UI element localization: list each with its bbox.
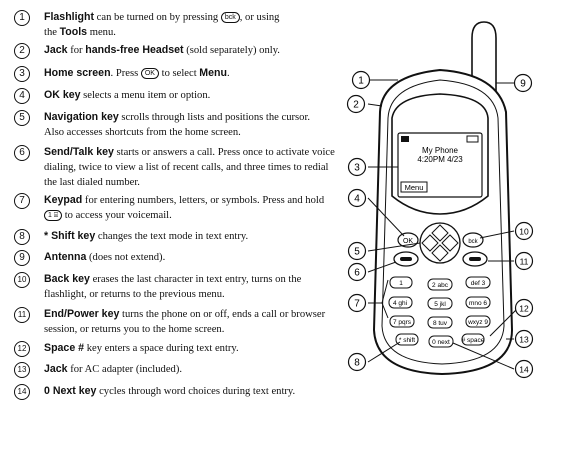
text: for	[67, 45, 86, 56]
callout-number: 13	[14, 362, 30, 378]
callout-marker-label: 2	[353, 99, 359, 111]
screen-line1: My Phone	[421, 146, 459, 155]
text: the	[44, 27, 60, 38]
callout-marker-label: 6	[354, 267, 360, 279]
callout-number: 2	[14, 43, 30, 59]
callout-marker-label: 11	[519, 256, 529, 267]
term: Antenna	[44, 251, 87, 263]
callout-marker-label: 5	[354, 246, 360, 258]
text: menu.	[87, 27, 116, 38]
callout-number: 9	[14, 250, 30, 266]
callout-number: 8	[14, 229, 30, 245]
callout-number: 5	[14, 110, 30, 126]
text: key enters a space during text entry.	[84, 343, 239, 354]
text: to select	[158, 68, 200, 79]
text: to access your voicemail.	[62, 210, 172, 221]
svg-text:def 3: def 3	[470, 280, 486, 287]
text: selects a menu item or option.	[80, 90, 211, 101]
text: . Press	[110, 68, 141, 79]
callout-marker-label: 12	[519, 303, 529, 314]
text: can be turned on by pressing	[94, 12, 221, 23]
text: session, or returns you to the home screen.	[44, 324, 225, 335]
text: scrolls through lists and positions the cursor.	[118, 112, 311, 123]
term: * Shift key	[44, 230, 96, 242]
term: Navigation key	[44, 111, 119, 123]
text: turns the phone on or off, ends a call or browser	[119, 309, 326, 320]
screen-line2: 4:20PM 4/23	[417, 155, 463, 164]
callout-number: 3	[14, 66, 30, 82]
key-icon: bck	[221, 12, 240, 23]
callout-marker-label: 3	[354, 162, 360, 174]
svg-text:mno 6: mno 6	[468, 300, 488, 307]
key-icon: 1 ⌸	[44, 210, 62, 221]
callout-number: 6	[14, 145, 30, 161]
text: , or using	[239, 12, 280, 23]
svg-text:5 jkl: 5 jkl	[434, 301, 446, 308]
callout-number: 11	[14, 307, 30, 323]
term: End/Power key	[44, 308, 120, 320]
callout-number: 4	[14, 88, 30, 104]
callout-number: 12	[14, 341, 30, 357]
callout-marker-label: 9	[520, 78, 526, 90]
svg-text:2 abc: 2 abc	[432, 282, 448, 289]
callout-marker-label: 4	[354, 193, 360, 205]
svg-text:4 ghi: 4 ghi	[392, 300, 408, 307]
term: Space #	[44, 342, 85, 354]
callout-number: 1	[14, 10, 30, 26]
text: for AC adapter (included).	[67, 364, 183, 375]
text: (sold separately) only.	[183, 45, 280, 56]
term: Home screen	[44, 67, 111, 79]
text: the last dialed number.	[44, 177, 140, 188]
svg-text:bck: bck	[468, 239, 478, 245]
term: 0 Next key	[44, 385, 97, 397]
text: (does not extend).	[86, 252, 166, 263]
navigation-key[interactable]	[420, 223, 460, 263]
term: Jack	[44, 44, 68, 56]
callout-marker-label: 7	[354, 298, 360, 310]
text: erases the last character in text entry, turns on the	[89, 274, 302, 285]
menu-softkey-label: Menu	[404, 183, 424, 192]
svg-text:# space: # space	[461, 337, 485, 344]
text: changes the text mode in text entry.	[95, 231, 249, 242]
term: Tools	[59, 26, 88, 38]
svg-text:8 tuv: 8 tuv	[432, 320, 448, 327]
term: hands-free Headset	[85, 44, 184, 56]
callout-marker-label: 13	[519, 334, 529, 345]
signal-icon	[401, 136, 409, 142]
text: dialing, twice to view a list of recent calls, and three times to redial	[44, 162, 329, 173]
term: Send/Talk key	[44, 146, 114, 158]
text: for entering numbers, letters, or symbols. Press and hold	[82, 195, 325, 206]
term: OK key	[44, 89, 81, 101]
callout-number: 7	[14, 193, 30, 209]
callout-marker-label: 8	[354, 357, 360, 369]
text: flashlight, or returns to the previous menu.	[44, 289, 225, 300]
term: Menu	[199, 67, 227, 79]
text: starts or answers a call. Press once to activate voice	[113, 147, 335, 158]
svg-text:1: 1	[399, 280, 403, 287]
callout-number: 10	[14, 272, 30, 288]
callout-number: 14	[14, 384, 30, 400]
term: Back key	[44, 273, 90, 285]
svg-text:7 pqrs: 7 pqrs	[392, 319, 412, 326]
svg-text:* shift: * shift	[398, 337, 416, 344]
end-key[interactable]	[463, 252, 487, 266]
send-key[interactable]	[394, 252, 418, 266]
term: Jack	[44, 363, 68, 375]
svg-text:0 next: 0 next	[432, 339, 450, 346]
term: Keypad	[44, 194, 83, 206]
svg-text:wxyz 9: wxyz 9	[468, 319, 488, 326]
term: Flashlight	[44, 11, 95, 23]
text: .	[226, 68, 230, 79]
callout-marker-label: 10	[519, 226, 529, 237]
text: cycles through word choices during text entry.	[96, 386, 296, 397]
text: Also accesses shortcuts from the home screen.	[44, 127, 241, 138]
back-key[interactable]	[463, 233, 483, 247]
key-icon: OK	[141, 68, 159, 79]
callout-marker-label: 14	[519, 364, 529, 375]
callout-marker-label: 1	[358, 75, 364, 87]
svg-text:OK: OK	[402, 238, 414, 245]
